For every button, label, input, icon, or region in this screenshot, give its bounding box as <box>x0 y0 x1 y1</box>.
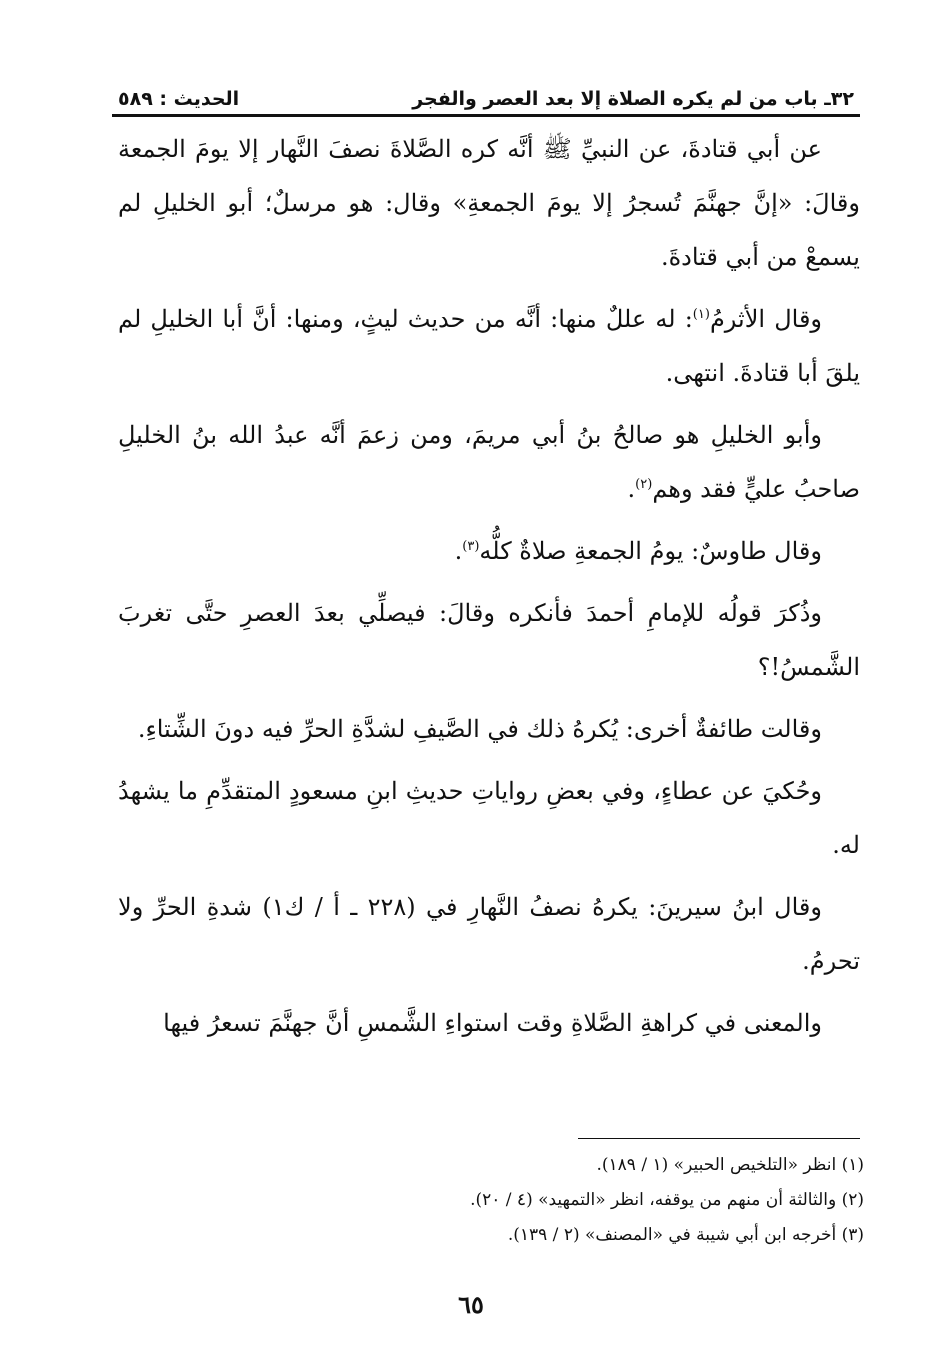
footnote: (١) انظر «التلخيص الحبير» (١ / ١٨٩). <box>596 1155 864 1175</box>
paragraph: وقال ابنُ سيرينَ: يكرهُ نصفُ النَّهارِ في (٢٢٨ ـ أ / ك١) شدةِ الحرِّ ولا تحرمُ. <box>118 893 860 975</box>
footnote-marker: (١) <box>692 307 710 322</box>
footnote-rule <box>578 1138 860 1139</box>
footnote: (٣) أخرجه ابن أبي شيبة في «المصنف» (٢ / ١٣٩). <box>507 1225 864 1245</box>
paragraph: وحُكيَ عن عطاءٍ، وفي بعضِ رواياتِ حديثِ ابنِ مسعودٍ المتقدِّمِ ما يشهدُ له. <box>118 777 860 859</box>
paragraph: وذُكرَ قولُه للإمامِ أحمدَ فأنكره وقالَ: فيصلِّي بعدَ العصرِ حتَّى تغربَ الشَّمسُ!؟ <box>118 599 860 681</box>
chapter-title: ٣٢ـ باب من لم يكره الصلاة إلا بعد العصر والفجر <box>412 88 854 110</box>
paragraph: وقالت طائفةٌ أخرى: يُكرهُ ذلك في الصَّيفِ لشدَّةِ الحرِّ فيه دونَ الشِّتاءِ. <box>137 715 822 743</box>
footnotes <box>118 1148 864 1253</box>
running-header <box>118 70 854 110</box>
paragraph: والمعنى في كراهةِ الصَّلاةِ وقت استواءِ الشَّمسِ أنَّ جهنَّمَ تسعرُ فيها <box>163 1009 822 1037</box>
footnote-marker: (٢) <box>635 477 653 492</box>
paragraph: وقال الأثرمُ$^{(١)}$: له عللٌ منها: أنَّه من حديث ليثٍ، ومنها: أنَّ أبا الخليلِ لم يلقَ أبا قتادةَ. انتهى. <box>118 305 860 387</box>
paragraph: وأبو الخليلِ هو صالحُ بنُ أبي مريمَ، ومن زعمَ أنَّه عبدُ الله بنُ الخليلِ صاحبُ عليٍّ فقد وهم$^{(٢)}$. <box>118 421 860 503</box>
body-text <box>118 122 860 1058</box>
footnote-marker: (٣) <box>462 539 480 554</box>
paragraph: عن أبي قتادةَ، عن النبيِّ ﷺ أنَّه كره الصَّلاةَ نصفَ النَّهار إلا يومَ الجمعة وقالَ: «إنَّ جهنَّمَ تُسجرُ إلا يومَ الجمعةِ» وقال: هو مرسلٌ؛ أبو الخليلِ لم يسمعْ من أبي قتادةَ. <box>118 135 860 271</box>
footnote: (٢) والثالثة أن منهم من يوقفه، انظر «التمهيد» (٤ / ٢٠). <box>470 1190 864 1210</box>
page-number: ٦٥ <box>458 1290 484 1319</box>
paragraph: وقال طاوسٌ: يومُ الجمعةِ صلاةٌ كلُّه$^{(٣)}$. <box>454 537 822 565</box>
hadith-number: الحديث : ٥٨٩ <box>118 88 240 110</box>
header-rule <box>112 114 860 117</box>
